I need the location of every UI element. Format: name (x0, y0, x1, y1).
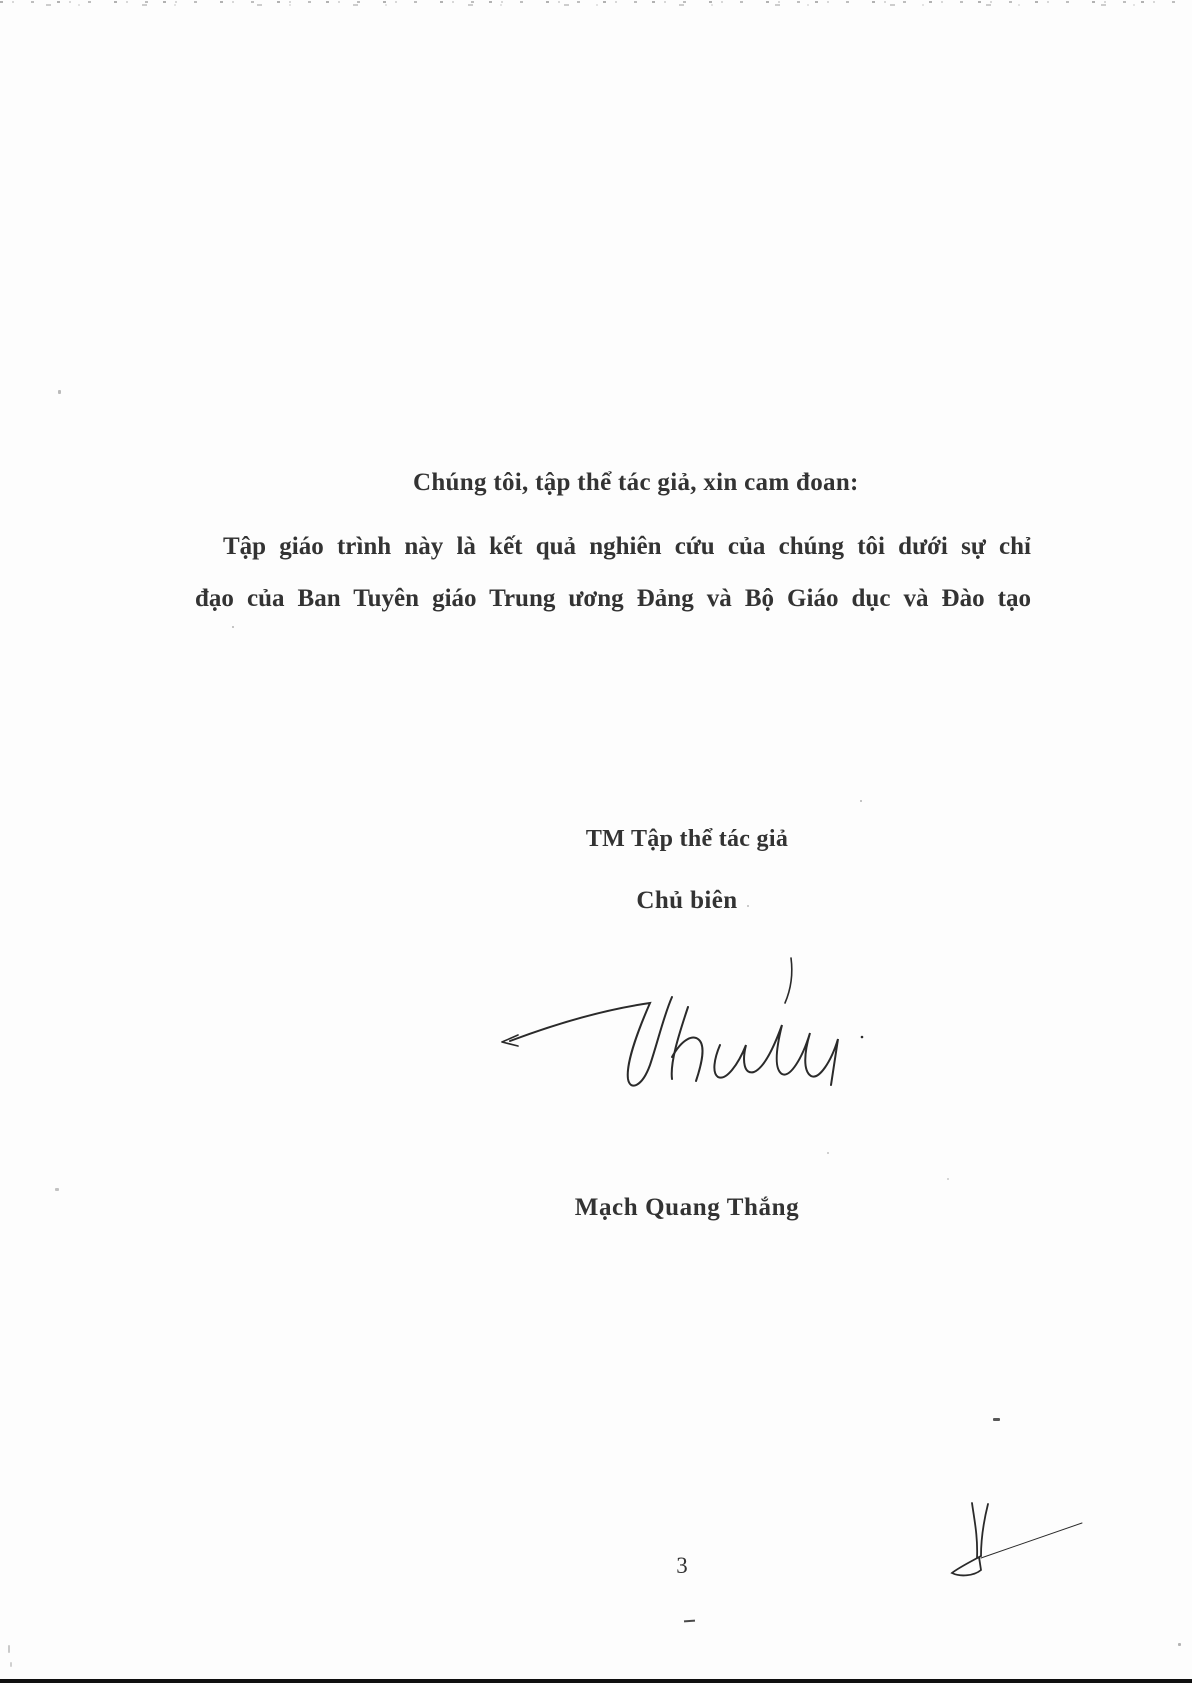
scan-edge-bottom (0, 1679, 1192, 1683)
page-number: 3 (676, 1553, 688, 1578)
signoff-role: Chủ biên (636, 887, 738, 914)
signoff-on-behalf: TM Tập thể tác giả (585, 826, 789, 852)
pledge-paragraph-line-2: đạo của Ban Tuyên giáo Trung ương Đảng và Bộ Giáo dục và Đào tạo (195, 585, 1031, 612)
scan-dash-mark (684, 1620, 695, 1623)
pledge-heading: Chúng tôi, tập thể tác giả, xin cam đoan: (413, 469, 859, 496)
pledge-paragraph-line-1: Tập giáo trình này là kết quả nghiên cứu của chúng tôi dưới sự chỉ (223, 533, 1031, 560)
initials-paraph-mark (948, 1496, 1088, 1581)
signature-scrawl (488, 945, 884, 1095)
scan-noise-top-edge (0, 0, 1192, 8)
signer-name: Mạch Quang Thắng (574, 1194, 800, 1221)
